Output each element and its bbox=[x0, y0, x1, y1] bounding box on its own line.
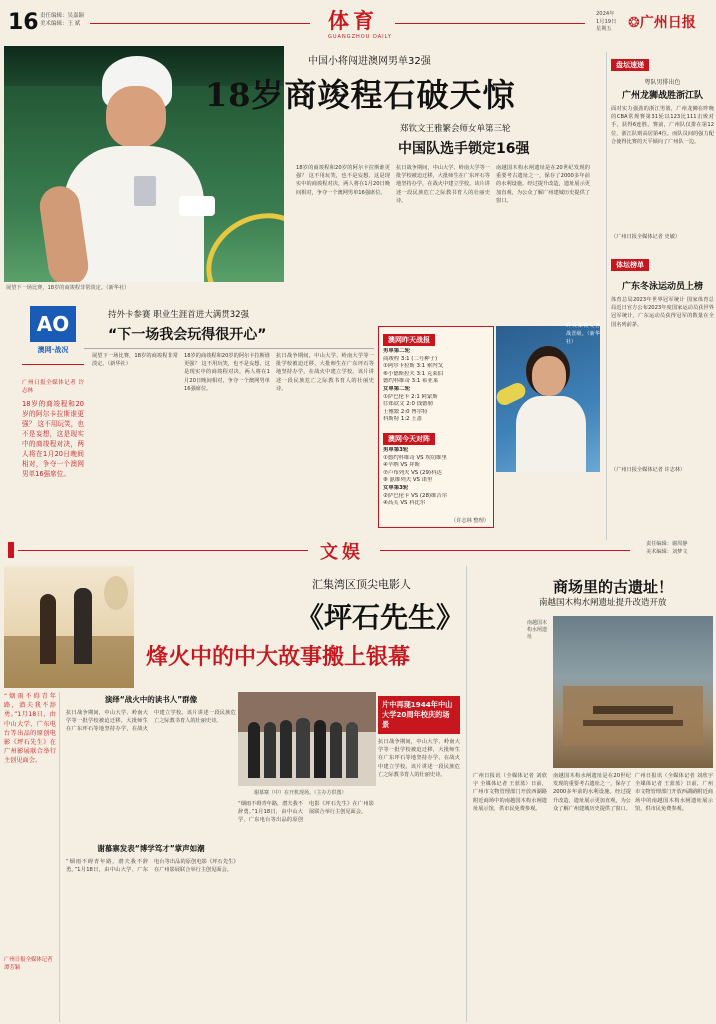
ent-byline: 广州日报全媒体记者 谭芳颖 bbox=[4, 957, 53, 971]
ent-headline: 烽火中的中大故事搬上银幕 bbox=[146, 645, 411, 670]
news-tag: 盘坛速递 bbox=[611, 59, 649, 71]
ent-body-text-2: “烟雨不碍青年路，潜夫我不辞勇。”1月18日，由中山大学、广东电台等出品的原创电影《坪石先生》在广州影展联合举行主创见面会。 bbox=[66, 859, 236, 874]
lead-headline: 18岁商竣程石破天惊 bbox=[205, 76, 516, 114]
list-item: ④高芙 VS 科比尔 bbox=[383, 500, 426, 507]
highlight-box bbox=[378, 696, 460, 734]
list-item: ④辛纳 VS 拜斯 bbox=[383, 462, 420, 469]
interview-lead-box bbox=[22, 364, 84, 540]
heritage-column bbox=[466, 566, 714, 1022]
list-item: 男单第3轮 bbox=[383, 446, 409, 453]
today-title: 澳网今天对阵 bbox=[383, 433, 435, 445]
interview-body-col2: 18岁的商竣程和20岁的阿尔卡拉斯谁更强？ 这不用玩笑，也不是妄想，这是现实中的商竣程对决，两人将在1月20日晚间相对，争夺一个澳网男单16强席位。 bbox=[184, 353, 270, 392]
ent-title: 《坪石先生》 bbox=[296, 601, 465, 634]
list-item: ⑫郑钦文 2:0 钱德勒 bbox=[383, 401, 433, 408]
list-item: 女单第3轮 bbox=[383, 484, 409, 491]
heritage-byline: 广州日报讯（全媒体记者 刘欣宇 全媒体记者 王蓝蓝）日前，广州市文物管理部门开放西湖路附近商场中的南越国木构水闸遗址展示馆，供市民免费参观。 bbox=[473, 773, 547, 812]
results-list bbox=[379, 346, 493, 426]
right-column bbox=[606, 52, 714, 540]
list-item: ⑧ 兹维列夫 VS 诺里 bbox=[383, 477, 433, 484]
ao-badge bbox=[30, 306, 76, 358]
masthead bbox=[0, 0, 716, 46]
ent-kicker: 汇集湾区顶尖电影人 bbox=[312, 578, 411, 591]
news-bullet-title: 粤队男排出色 bbox=[644, 79, 681, 86]
ent-quote-column bbox=[4, 692, 60, 1022]
group-photo-caption: 谢慕寨（中）在开机现场。（主办方供图） bbox=[254, 790, 347, 796]
ao-label: 澳网·战况 bbox=[37, 346, 69, 354]
interview-kicker: 持外卡参赛 职业生涯首进大满贯32强 bbox=[108, 310, 250, 320]
zheng-caption: 昨天郑钦文苦战晋级。（新华社） bbox=[566, 323, 600, 346]
list-item: ②萨巴伦卡 VS (28)维吉尔 bbox=[383, 492, 448, 499]
paper-logo bbox=[628, 12, 696, 32]
today-list bbox=[379, 445, 493, 510]
news-text: 面对实力强劲的浙江男篮，广州龙狮在昨晚的CBA常规赛第31轮以123比111击败对手，获得6连胜。赛前，广州队仅排在第12位，浙江队则高居第4位。而队员间的强力配合使得比赛的天平倾向了广州队一边。 bbox=[611, 106, 714, 145]
lead-body-col2: 抗日战争期间，中山大学、岭南大学等一批学校被迫迁移，大批师生在广东坪石等地坚持办学，在战火中建立学校。该片讲述一段民族危亡之际教书育人的壮丽史诗。 bbox=[396, 165, 490, 204]
list-item: ⑦卢布列夫 VS (29)科达 bbox=[383, 469, 442, 476]
heritage-text-2: 广州日报讯（全媒体记者 刘欣宇 全媒体记者 王蓝蓝）日前，广州市文物管理部门开放西湖路附近商场中的南越国木构水闸遗址展示馆，供市民免费参观。 bbox=[635, 773, 713, 812]
section-subtitle: GUANGZHOU DAILY bbox=[328, 34, 392, 40]
logo-icon: ❂ bbox=[628, 15, 640, 31]
interview-body-col1: 展望下一场比赛，18岁的商竣程非常淡定。（新华社） bbox=[92, 353, 178, 368]
ranking-credit: （广州日报全媒体记者 许志林） bbox=[611, 467, 686, 473]
ent-section-title: 文娱 bbox=[320, 542, 364, 563]
heritage-subheadline: 南越国木构水闸遗址提升改造开放 bbox=[539, 598, 667, 608]
ent-ribbon bbox=[8, 542, 14, 558]
ao-logo: AO bbox=[30, 306, 76, 342]
ent-bottom-head: 谢慕寨发表“博学笃才”掌声如潮 bbox=[97, 844, 205, 853]
interview-headline: “下一场我会玩得很开心” bbox=[108, 327, 267, 343]
ent-quote: “烟雨不碍青年路，潜夫我不辞勇。”1月18日，由中山大学、广东电台等出品的原创电影《坪石先生》在广州影展联合举行主创见面会。 bbox=[4, 693, 56, 765]
lead-body-col1: 18岁的商竣程和20岁的阿尔卡拉斯谁更强？ 这不用玩笑，也不是妄想，这是现实中的商竣程对决，两人将在1月20日晚间相对，争夺一个澳网男单16强席位。 bbox=[296, 165, 390, 196]
highlight-title: 片中再现1944年中山大学20周年校庆的场景 bbox=[382, 700, 453, 729]
results-credit: （许志林 整理） bbox=[451, 518, 489, 524]
lead-kicker: 中国小将闯进澳网男单32强 bbox=[308, 56, 431, 67]
list-item: ⑥小德斯拉夫 3:1 克莱伯 bbox=[383, 370, 444, 377]
ranking-headline: 广东冬泳运动员上榜 bbox=[621, 282, 703, 292]
list-item: 科斯特 1:2 王蔷 bbox=[383, 416, 423, 423]
page-number: 16 bbox=[8, 10, 39, 35]
heritage-headline: 商场里的古遗址！ bbox=[553, 578, 674, 596]
news-credit: （广州日报全媒体记者 史敏） bbox=[611, 234, 681, 240]
issue-date: 2024年 1月19日 星期五 bbox=[596, 11, 617, 32]
ent-body bbox=[66, 692, 236, 1022]
page-editors: 责任编辑：吴嘉颖 美术编辑：王 斌 bbox=[40, 13, 85, 27]
heritage-text: 南越国木构水闸遗址是在20世纪发现的重要考古遗址之一，保存了2000多年前的水利设施。经过提升改造，遗址展示更加直观，为公众了解广州建城历史提供了窗口。 bbox=[553, 773, 631, 812]
heritage-photo-label: 南越国木构水闸遗址 bbox=[527, 620, 548, 640]
results-title: 澳网昨天战报 bbox=[383, 334, 435, 346]
news-headline: 广州龙狮战胜浙江队 bbox=[621, 91, 703, 101]
list-item: 王雅繁 2:0 博尔特 bbox=[383, 408, 428, 415]
ent-body-col-right: 抗日战争期间，中山大学、岭南大学等一批学校被迫迁移，大批师生在广东坪石等地坚持办学，在战火中建立学校。该片讲述一段民族危亡之际教书育人的壮丽史诗。 bbox=[378, 739, 460, 778]
list-item: ①德约科维奇 VS 埃切维里 bbox=[383, 454, 447, 461]
list-item: ①萨巴伦卡 2:1 阿蒙斯 bbox=[383, 393, 438, 400]
sub-kicker: 郑钦文王雅繁会师女单第三轮 bbox=[400, 124, 511, 134]
section-title: 体育 bbox=[328, 9, 378, 33]
list-item: 女单第二轮 bbox=[383, 385, 410, 392]
ent-editors: 责任编辑：谢周静 美术编辑：刘梦文 bbox=[646, 541, 688, 555]
sub-headline: 中国队选手锁定16强 bbox=[398, 141, 530, 157]
interview-byline: 广州日报全媒体记者 许志林 bbox=[22, 380, 84, 395]
list-item: ①阿尔卡拉斯 3:1 索内戈 bbox=[383, 363, 444, 370]
list-item: 德约科维奇 3:1 希亚莱 bbox=[383, 378, 439, 385]
results-box bbox=[378, 326, 494, 528]
interview-body-col3: 抗日战争期间，中山大学、岭南大学等一批学校被迫迁移，大批师生在广东坪石等地坚持办学，在战火中建立学校。该片讲述一段民族危亡之际教书育人的壮丽史诗。 bbox=[276, 353, 374, 392]
list-item: 商竣程 3:1 (二号种子) bbox=[383, 355, 438, 362]
ranking-text: 体育总局2023年世界冠军统计 国家体育总局近日官方公布2023年度国家运动员获世界冠军统计，广东运动员获得冠军的数量在全国名列前茅。 bbox=[611, 297, 714, 328]
list-item: 男单第二轮 bbox=[383, 348, 410, 354]
heritage-photo bbox=[553, 616, 713, 768]
lead-photo-caption: 展望下一场比赛，18岁的商竣程非常淡定。（新华社） bbox=[6, 285, 130, 291]
ent-body-col-mid: “烟雨不碍青年路，潜夫我不辞勇。”1月18日，由中山大学、广东电台等出品的原创电影《坪石先生》在广州影展联合举行主创见面会。 bbox=[238, 801, 374, 824]
movie-poster bbox=[4, 566, 134, 688]
ent-header bbox=[0, 534, 716, 564]
group-photo bbox=[238, 692, 376, 786]
ent-body-text: 抗日战争期间，中山大学、岭南大学等一批学校被迫迁移，大批师生在广东坪石等地坚持办学，在战火中建立学校。该片讲述一段民族危亡之际教书育人的壮丽史诗。 bbox=[66, 710, 236, 733]
ranking-tag: 体坛榜单 bbox=[611, 259, 649, 271]
lead-body-col3: 南越国木构水闸遗址是在20世纪发现的重要考古遗址之一，保存了2000多年前的水利设施。经过提升改造，遗址展示更加直观，为公众了解广州建城历史提供了窗口。 bbox=[496, 165, 590, 204]
ent-section-head: 演绎“战火中的读书人”群像 bbox=[104, 695, 198, 704]
paper-name: 广州日报 bbox=[639, 15, 696, 31]
interview-lead-text: 18岁的商竣程和20岁的阿尔卡拉斯谁更强？ 这不用玩笑，也不是妄想，这是现实中的商竣程对决，两人将在1月20日晚间相对，争夺一个澳网男单16强席位。 bbox=[22, 400, 84, 479]
